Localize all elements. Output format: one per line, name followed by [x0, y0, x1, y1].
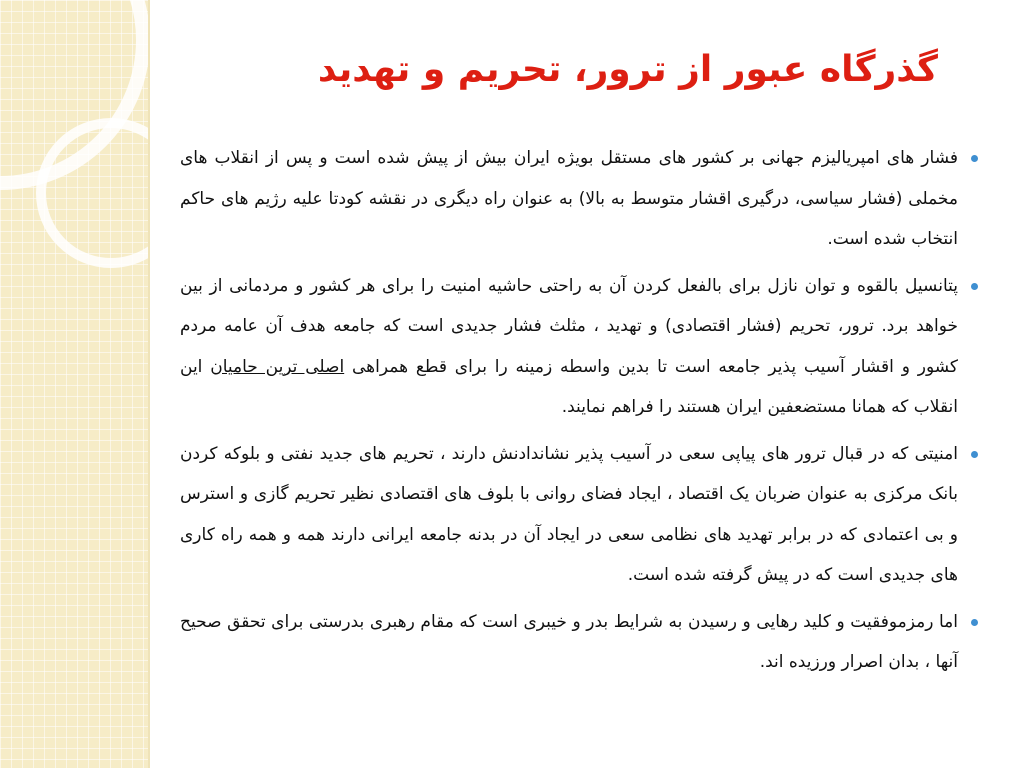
bullet-item-4 [180, 602, 980, 683]
bullet-list [180, 138, 980, 689]
bullet-text: فشار های امپریالیزم جهانی بر کشور های مستقل بویژه ایران بیش از پیش شده است و پس از انقلاب های مخملی (فشار سیاسی، درگیری اقشار متوسط به بالا) به عنوان راه دیگری در نقشه کودتا علیه رژیم های حاکم انتخاب شده است. [180, 148, 958, 249]
bullet-item-1 [180, 138, 980, 260]
side-strip-edge [148, 0, 150, 768]
bullet-text: اما رمزموفقیت و کلید رهایی و رسیدن به شرایط بدر و خیبری است که مقام رهبری بدرستی برای تحقق صحیح آنها ، بدان اصرار ورزیده اند. [180, 611, 958, 672]
bullet-text: امنیتی که در قبال ترور های پیاپی سعی در آسیب پذیر نشاندادنش دارند ، تحریم های جدید نفتی و بلوکه کردن بانک مرکزی به عنوان ضربان یک اقتصاد ، ایجاد فضای روانی با بلوف های اقتصادی نظیر تحریم گازی و استرس و بی اعتمادی که در برابر تهدید های نظامی سعی در ایجاد آن در بدنه جامعه ایرانی دارند همه و همه راه کاری های جدیدی است که در پیش گرفته شده است. [180, 443, 958, 585]
bullet-text-part: پتانسیل بالقوه و توان نازل برای بالفعل کردن آن به راحتی حاشیه امنیت را برای هر کشور و مردمانی از بین خواهد برد. ترور، تحریم (فشار اقتصادی) و تهدید ، مثلث فشار جدیدی است که جامعه هدف آن عامه مردم کشور و اقشار آسیب پذیر جامعه است تا بدین واسطه زمینه را برای قطع همراهی [180, 275, 958, 377]
bullet-text-part: این انقلاب که همانا مستضعفین ایران هستند را فراهم نمایند. [180, 356, 958, 417]
underlined-phrase: اصلی ترین حامیان [210, 356, 345, 377]
bullet-item-3 [180, 434, 980, 596]
bullet-item-2 [180, 266, 980, 428]
decorative-side-strip [0, 0, 148, 768]
slide-title: گذرگاه عبور از ترور، تحریم و تهدید [317, 49, 938, 90]
